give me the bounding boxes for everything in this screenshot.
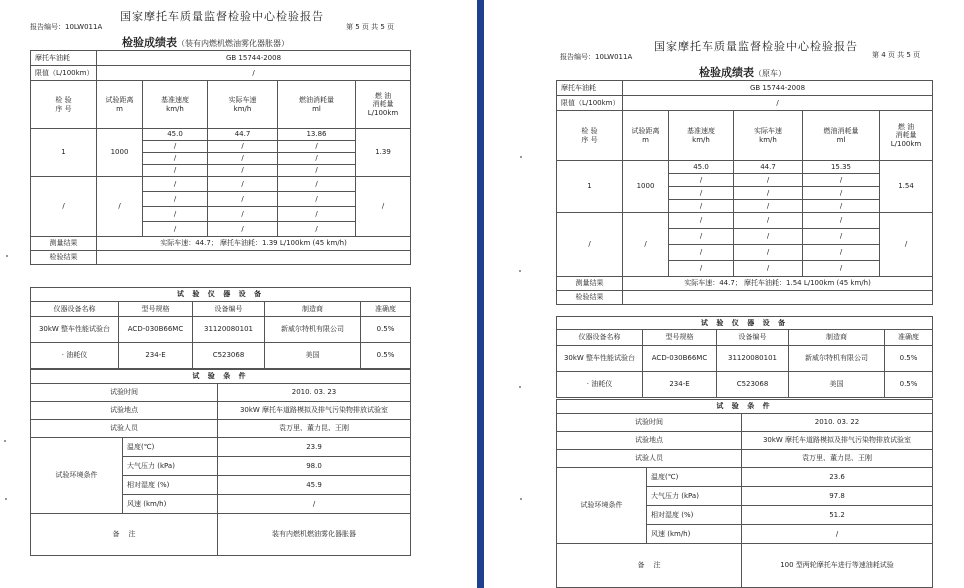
table-title	[122, 34, 289, 50]
header-distance: 试验距离 m	[623, 111, 669, 161]
data-cell: /	[278, 165, 356, 177]
env-value: 97.8	[742, 487, 933, 506]
data-cell: /	[278, 141, 356, 153]
inst-cell: 31120080101	[193, 317, 265, 343]
inst-cell: 美国	[265, 343, 361, 369]
cond-time-label: 试验时间	[557, 414, 742, 432]
table-title-main: 检验成绩表	[122, 36, 177, 49]
group2-consumption: /	[356, 177, 411, 237]
report-page-left	[0, 0, 477, 588]
data-cell: /	[669, 174, 734, 187]
data-cell: /	[143, 165, 208, 177]
data-cell: /	[734, 187, 803, 200]
measure-value: 实际车速：44.7； 摩托车油耗：1.54 L/100km (45 km/h)	[623, 277, 933, 291]
data-cell: /	[278, 177, 356, 192]
instruments-title: 试 验 仪 器 设 备	[31, 288, 411, 302]
data-cell: /	[734, 261, 803, 277]
data-cell: 45.0	[143, 129, 208, 141]
measure-label: 测量结果	[557, 277, 623, 291]
data-cell: /	[734, 200, 803, 213]
data-cell: /	[669, 261, 734, 277]
group2-seq: /	[557, 213, 623, 277]
group1-distance: 1000	[623, 161, 669, 213]
cond-staff: 袁万里、董力昆、王刚	[218, 420, 411, 438]
data-cell: /	[803, 200, 880, 213]
env-name: 温度(℃)	[647, 468, 742, 487]
cond-staff: 袁万里、董力昆、王刚	[742, 450, 933, 468]
data-cell: 45.0	[669, 161, 734, 174]
data-cell: /	[143, 222, 208, 237]
data-cell: /	[803, 213, 880, 229]
inst-header: 型号规格	[643, 330, 717, 346]
page-number: 第 5 页 共 5 页	[346, 23, 395, 31]
inst-cell: 0.5%	[885, 372, 933, 398]
data-cell: /	[734, 229, 803, 245]
env-name: 风速 (km/h)	[647, 525, 742, 544]
group2-distance: /	[623, 213, 669, 277]
cond-staff-label: 试验人员	[31, 420, 218, 438]
scan-speck	[520, 156, 522, 158]
page-divider	[477, 0, 484, 588]
group1-seq: 1	[557, 161, 623, 213]
cond-place: 30kW 摩托车道路模拟及排气污染物排放试验室	[742, 432, 933, 450]
inst-header: 设备编号	[193, 302, 265, 317]
env-name: 温度(℃)	[123, 438, 218, 457]
data-cell: 13.86	[278, 129, 356, 141]
remark-label: 备 注	[31, 514, 218, 556]
env-value: /	[742, 525, 933, 544]
table-title-main: 检验成绩表	[699, 66, 754, 79]
conditions-title: 试 验 条 件	[31, 370, 411, 384]
remark-label: 备 注	[557, 544, 742, 588]
group1-seq: 1	[31, 129, 97, 177]
scan-speck	[4, 440, 6, 442]
report-number: 报告编号：10LW011A	[30, 23, 103, 31]
inst-cell: ACD-030B66MC	[643, 346, 717, 372]
instruments-table	[556, 316, 933, 398]
measure-label: 测量结果	[31, 237, 97, 251]
inst-cell: 30kW 整车性能试验台	[31, 317, 119, 343]
header-seq: 检 验 序 号	[557, 111, 623, 161]
cond-time: 2010. 03. 22	[742, 414, 933, 432]
cond-place-label: 试验地点	[557, 432, 742, 450]
env-value: /	[218, 495, 411, 514]
remark: 100 型两轮摩托车进行等速油耗试验	[742, 544, 933, 588]
report-number: 报告编号：10LW011A	[560, 53, 633, 61]
result-value	[623, 291, 933, 305]
inst-header: 制造商	[789, 330, 885, 346]
header-consumption: 燃 油 消耗量 L/100km	[880, 111, 933, 161]
inst-header: 型号规格	[119, 302, 193, 317]
data-cell: 44.7	[734, 161, 803, 174]
env-label: 试验环境条件	[31, 438, 123, 514]
remark: 装有内燃机燃油雾化器胀器	[218, 514, 411, 556]
item-label: 摩托车油耗	[557, 81, 623, 96]
header-seq: 检 验 序 号	[31, 81, 97, 129]
cond-place-label: 试验地点	[31, 402, 218, 420]
data-cell: /	[734, 245, 803, 261]
header-fuel: 燃油消耗量 ml	[803, 111, 880, 161]
group1-consumption: 1.54	[880, 161, 933, 213]
inst-header: 设备编号	[717, 330, 789, 346]
inst-header: 制造商	[265, 302, 361, 317]
result-value	[97, 251, 411, 265]
inst-cell: 234-E	[643, 372, 717, 398]
data-cell: /	[143, 192, 208, 207]
inst-cell: ACD-030B66MC	[119, 317, 193, 343]
data-cell: /	[734, 174, 803, 187]
result-label: 检验结果	[31, 251, 97, 265]
scan-speck	[6, 255, 8, 257]
header-fuel: 燃油消耗量 ml	[278, 81, 356, 129]
data-cell: /	[669, 200, 734, 213]
data-cell: /	[208, 177, 278, 192]
conditions-title: 试 验 条 件	[557, 400, 933, 414]
env-name: 相对湿度 (%)	[647, 506, 742, 525]
measure-value: 实际车速：44.7； 摩托车油耗：1.39 L/100km (45 km/h)	[97, 237, 411, 251]
inst-cell: 新威尔特机有限公司	[789, 346, 885, 372]
data-cell: /	[803, 187, 880, 200]
limit-label: 限值（L/100km）	[557, 96, 623, 111]
scan-speck	[519, 386, 521, 388]
data-cell: /	[669, 187, 734, 200]
env-name: 大气压力 (kPa)	[123, 457, 218, 476]
standard-code: GB 15744-2008	[623, 81, 933, 96]
header-actual-speed: 实际车速 km/h	[208, 81, 278, 129]
standard-code: GB 15744-2008	[97, 51, 411, 66]
page-number: 第 4 页 共 5 页	[872, 51, 921, 59]
limit-label: 限值（L/100km）	[31, 66, 97, 81]
header-distance: 试验距离 m	[97, 81, 143, 129]
instruments-table	[30, 287, 411, 369]
inst-header: 准确度	[361, 302, 411, 317]
inst-header: 准确度	[885, 330, 933, 346]
cond-place: 30kW 摩托车道路模拟及排气污染物排放试验室	[218, 402, 411, 420]
inst-cell: C523068	[193, 343, 265, 369]
data-cell: /	[143, 177, 208, 192]
data-cell: /	[208, 192, 278, 207]
report-page-right	[484, 0, 964, 588]
item-label: 摩托车油耗	[31, 51, 97, 66]
report-title: 国家摩托车质量监督检验中心检验报告	[120, 10, 324, 23]
env-value: 45.9	[218, 476, 411, 495]
inst-cell: 31120080101	[717, 346, 789, 372]
results-table	[556, 80, 933, 305]
inst-cell: 0.5%	[361, 317, 411, 343]
scan-speck	[5, 498, 7, 500]
data-cell: /	[143, 207, 208, 222]
env-name: 大气压力 (kPa)	[647, 487, 742, 506]
results-table	[30, 50, 411, 265]
inst-cell: C523068	[717, 372, 789, 398]
table-title	[699, 64, 786, 80]
report-title: 国家摩托车质量监督检验中心检验报告	[654, 40, 858, 53]
inst-header: 仪器设备名称	[31, 302, 119, 317]
group1-distance: 1000	[97, 129, 143, 177]
data-cell: /	[208, 207, 278, 222]
env-name: 风速 (km/h)	[123, 495, 218, 514]
inst-cell: · 油耗仪	[31, 343, 119, 369]
cond-time-label: 试验时间	[31, 384, 218, 402]
inst-cell: 美国	[789, 372, 885, 398]
data-cell: /	[669, 213, 734, 229]
env-value: 23.9	[218, 438, 411, 457]
inst-cell: 新威尔特机有限公司	[265, 317, 361, 343]
data-cell: 15.35	[803, 161, 880, 174]
data-cell: /	[278, 153, 356, 165]
data-cell: /	[208, 165, 278, 177]
cond-staff-label: 试验人员	[557, 450, 742, 468]
data-cell: /	[278, 207, 356, 222]
data-cell: /	[803, 245, 880, 261]
table-subtitle: （装有内燃机燃油雾化器胀器）	[177, 39, 289, 48]
inst-cell: 0.5%	[885, 346, 933, 372]
env-name: 相对湿度 (%)	[123, 476, 218, 495]
data-cell: /	[208, 153, 278, 165]
env-label: 试验环境条件	[557, 468, 647, 544]
data-cell: 44.7	[208, 129, 278, 141]
data-cell: /	[669, 245, 734, 261]
scan-speck	[520, 498, 522, 500]
group2-seq: /	[31, 177, 97, 237]
inst-header: 仪器设备名称	[557, 330, 643, 346]
group2-distance: /	[97, 177, 143, 237]
env-value: 23.6	[742, 468, 933, 487]
group1-consumption: 1.39	[356, 129, 411, 177]
header-base-speed: 基准速度 km/h	[143, 81, 208, 129]
conditions-table	[556, 399, 933, 588]
result-label: 检验结果	[557, 291, 623, 305]
inst-cell: 30kW 整车性能试验台	[557, 346, 643, 372]
env-value: 51.2	[742, 506, 933, 525]
limit-value: /	[97, 66, 411, 81]
data-cell: /	[208, 141, 278, 153]
data-cell: /	[208, 222, 278, 237]
inst-cell: 0.5%	[361, 343, 411, 369]
data-cell: /	[803, 174, 880, 187]
data-cell: /	[278, 192, 356, 207]
table-subtitle: （原车）	[754, 69, 786, 78]
header-consumption: 燃 油 消耗量 L/100km	[356, 81, 411, 129]
data-cell: /	[803, 261, 880, 277]
conditions-table	[30, 369, 411, 556]
data-cell: /	[803, 229, 880, 245]
scan-speck	[519, 270, 521, 272]
limit-value: /	[623, 96, 933, 111]
group2-consumption: /	[880, 213, 933, 277]
cond-time: 2010. 03. 23	[218, 384, 411, 402]
data-cell: /	[143, 153, 208, 165]
inst-cell: 234-E	[119, 343, 193, 369]
env-value: 98.0	[218, 457, 411, 476]
data-cell: /	[278, 222, 356, 237]
data-cell: /	[143, 141, 208, 153]
inst-cell: · 油耗仪	[557, 372, 643, 398]
data-cell: /	[669, 229, 734, 245]
instruments-title: 试 验 仪 器 设 备	[557, 317, 933, 330]
data-cell: /	[734, 213, 803, 229]
header-actual-speed: 实际车速 km/h	[734, 111, 803, 161]
header-base-speed: 基准速度 km/h	[669, 111, 734, 161]
